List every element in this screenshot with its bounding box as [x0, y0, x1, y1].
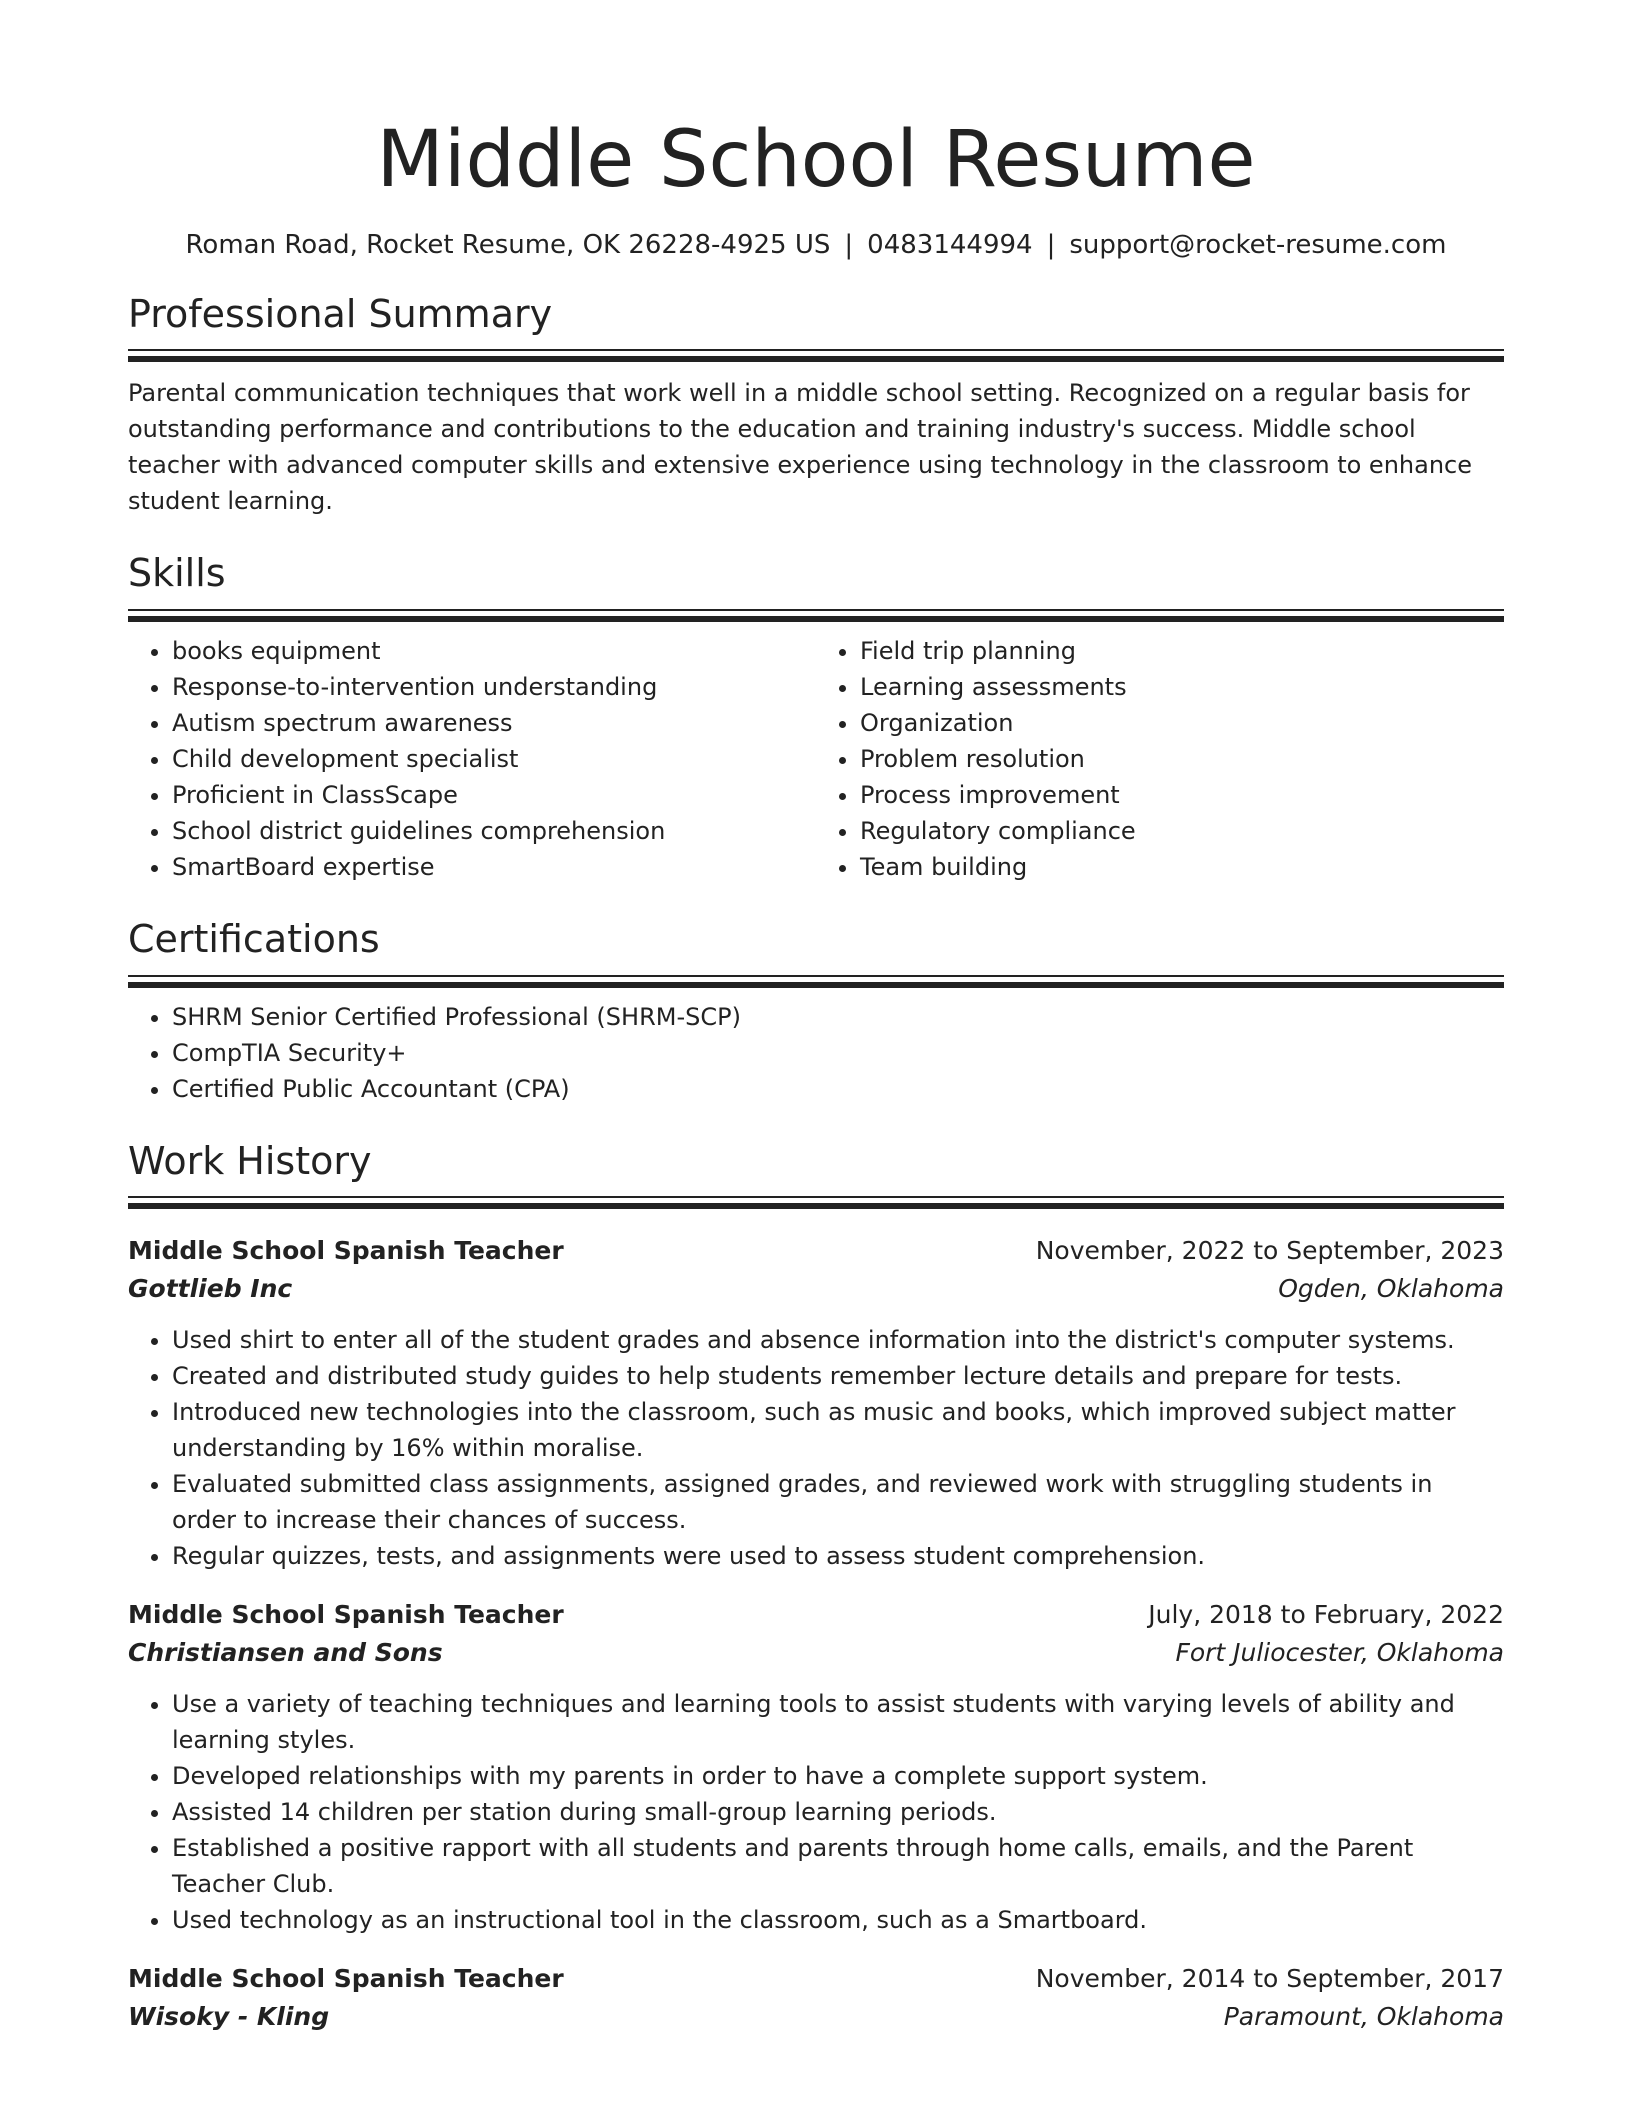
skill-item: • Organization: [860, 705, 1504, 741]
section-divider: [128, 349, 1504, 363]
contact-separator: |: [844, 229, 854, 260]
job-entry: [128, 1596, 1504, 1938]
job-duty-item: • Regular quizzes, tests, and assignments were used to assess student comprehension.: [172, 1538, 1504, 1574]
resume-title: Middle School Resume: [376, 115, 1256, 205]
skill-item: • Child development specialist: [172, 741, 816, 777]
job-duty-item: • Use a variety of teaching techniques and learning tools to assist students with varying levels of ability and learning styles.: [172, 1686, 1504, 1758]
skills-grid: [128, 623, 1504, 885]
skills-column-right: [816, 623, 1504, 885]
job-title: Middle School Spanish Teacher: [128, 1600, 564, 1630]
job-dates: July, 2018 to February, 2022: [1148, 1600, 1504, 1630]
job-header-row: [128, 1232, 1504, 1270]
skill-item: • Autism spectrum awareness: [172, 705, 816, 741]
section-divider: [128, 1196, 1504, 1210]
job-title: Middle School Spanish Teacher: [128, 1964, 564, 1994]
job-duty-item: • Introduced new technologies into the classroom, such as music and books, which improved subject matter understanding by 16% within moralise.: [172, 1394, 1504, 1466]
certification-item: • CompTIA Security+: [172, 1035, 1504, 1071]
skill-item: • Problem resolution: [860, 741, 1504, 777]
job-location: Paramount, Oklahoma: [1223, 2002, 1504, 2032]
job-company: Christiansen and Sons: [128, 1638, 443, 1668]
job-title: Middle School Spanish Teacher: [128, 1236, 564, 1266]
skill-item: • Process improvement: [860, 777, 1504, 813]
job-duty-item: • Evaluated submitted class assignments, assigned grades, and reviewed work with struggling students in order to increase their chances of success.: [172, 1466, 1504, 1538]
contact-email: support@rocket-resume.com: [1069, 229, 1447, 260]
summary-heading: Professional Summary: [128, 291, 553, 336]
job-duty-item: • Used technology as an instructional tool in the classroom, such as a Smartboard.: [172, 1902, 1504, 1938]
job-company-row: [128, 1270, 1504, 1308]
job-duty-item: • Assisted 14 children per station during small-group learning periods.: [172, 1794, 1504, 1830]
skills-column-left: [128, 623, 816, 885]
job-duty-item: • Developed relationships with my parents in order to have a complete support system.: [172, 1758, 1504, 1794]
job-duty-item: • Established a positive rapport with all students and parents through home calls, emails, and the Parent Teacher Club.: [172, 1830, 1504, 1902]
certification-item: • SHRM Senior Certified Professional (SHRM-SCP): [172, 999, 1504, 1035]
job-company-row: [128, 1634, 1504, 1672]
job-location: Ogden, Oklahoma: [1278, 1274, 1504, 1304]
contact-address: Roman Road, Rocket Resume, OK 26228-4925 US: [185, 229, 831, 260]
skill-item: • Proficient in ClassScape: [172, 777, 816, 813]
job-dates: November, 2014 to September, 2017: [1035, 1964, 1504, 1994]
skill-item: • School district guidelines comprehension: [172, 813, 816, 849]
skill-item: • Learning assessments: [860, 669, 1504, 705]
work-history-section: [128, 1139, 1504, 2037]
skill-item: • Regulatory compliance: [860, 813, 1504, 849]
skill-item: • Response-to-intervention understanding: [172, 669, 816, 705]
certification-item: • Certified Public Accountant (CPA): [172, 1071, 1504, 1107]
section-divider: [128, 975, 1504, 989]
job-company-row: [128, 1998, 1504, 2036]
certifications-section: [128, 917, 1504, 1107]
certifications-list: [128, 999, 1504, 1107]
certifications-heading: Certifications: [128, 916, 380, 961]
contact-line: [128, 230, 1504, 260]
skill-item: • Field trip planning: [860, 633, 1504, 669]
job-entry: [128, 1960, 1504, 2036]
section-divider: [128, 609, 1504, 623]
job-header-row: [128, 1596, 1504, 1634]
contact-phone: 0483144994: [867, 229, 1033, 260]
job-dates: November, 2022 to September, 2023: [1035, 1236, 1504, 1266]
job-header-row: [128, 1960, 1504, 1998]
job-entry: [128, 1232, 1504, 1574]
skill-item: • Team building: [860, 849, 1504, 885]
job-company: Wisoky - Kling: [128, 2002, 330, 2032]
job-location: Fort Juliocester, Oklahoma: [1175, 1638, 1504, 1668]
summary-section: [128, 292, 1504, 520]
skills-section: [128, 551, 1504, 885]
job-company: Gottlieb Inc: [128, 1274, 293, 1304]
work-history-heading: Work History: [128, 1138, 372, 1183]
summary-text: Parental communication techniques that work well in a middle school setting. Recognized on a regular basis for outstanding performance and contributions to the education and training industry's success. Middle school teacher with advanced computer skills and extensive experience using technology in the classroom to enhance student learning.: [128, 379, 1472, 516]
skills-list-right: [816, 633, 1504, 885]
skills-list-left: [128, 633, 816, 885]
skill-item: • SmartBoard expertise: [172, 849, 816, 885]
skills-heading: Skills: [128, 551, 226, 596]
job-duty-item: • Used shirt to enter all of the student grades and absence information into the district's computer systems.: [172, 1322, 1504, 1358]
contact-separator: |: [1046, 229, 1056, 260]
job-duties-list: [128, 1686, 1504, 1938]
job-duty-item: • Created and distributed study guides to help students remember lecture details and prepare for tests.: [172, 1358, 1504, 1394]
skill-item: • books equipment: [172, 633, 816, 669]
job-duties-list: [128, 1322, 1504, 1574]
